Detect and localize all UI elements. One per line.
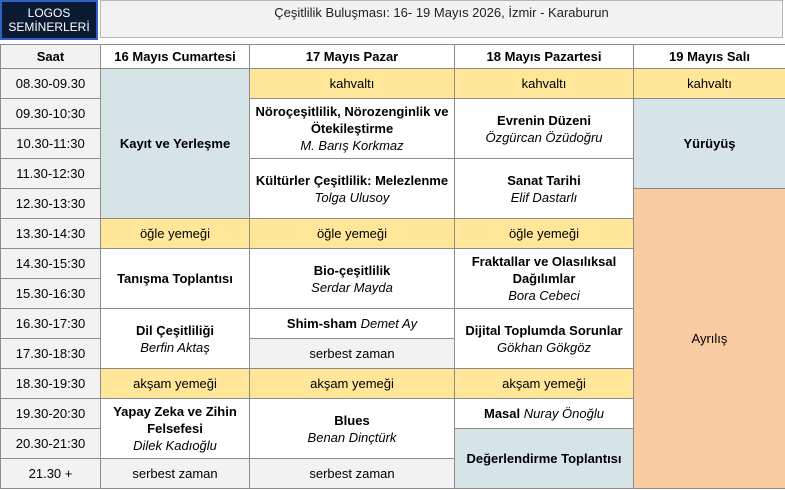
session-speaker: Gökhan Gökgöz [497,339,591,355]
session-noro[interactable] [250,99,455,159]
session-sanat[interactable] [455,159,634,219]
session-title: Fraktallar ve Olasılıksal Dağılımlar [471,254,617,286]
session-kayit[interactable] [101,69,250,219]
session-speaker: Berfin Aktaş [140,339,210,355]
time-cell[interactable]: 18.30-19:30 [1,369,101,399]
table-row [1,69,785,99]
session-title: Kültürler Çeşitlilik: Melezlenme [255,172,449,188]
session-kultur[interactable] [250,159,455,219]
logo-cell[interactable] [0,0,98,40]
session-speaker: Demet Ay [360,316,418,331]
session-speaker: Benan Dinçtürk [307,429,397,445]
time-cell[interactable]: 17.30-18:30 [1,339,101,369]
session-title: Tanışma Toplantısı [117,271,233,286]
header-row [1,45,785,69]
free-time[interactable]: serbest zaman [101,459,250,489]
session-degerlendirme[interactable] [455,429,634,489]
session-title: Yürüyüş [683,136,736,151]
time-cell[interactable]: 14.30-15:30 [1,249,101,279]
session-title: Bio-çeşitlilik [313,262,391,278]
meal-dinner[interactable]: akşam yemeği [101,369,250,399]
session-fraktal[interactable] [455,249,634,309]
header-day-3[interactable]: 18 Mayıs Pazartesi [455,45,634,69]
session-ayrilis[interactable] [634,189,785,489]
time-cell[interactable]: 13.30-14:30 [1,219,101,249]
logo-line2: SEMİNERLERİ [8,20,90,34]
session-title: Dil Çeşitliliği [135,322,214,338]
session-evren[interactable] [455,99,634,159]
time-cell[interactable]: 12.30-13:30 [1,189,101,219]
session-title: Evrenin Düzeni [497,112,591,128]
header-day-4[interactable]: 19 Mayıs Salı [634,45,785,69]
meal-lunch[interactable]: öğle yemeği [455,219,634,249]
session-speaker: Nuray Önoğlu [523,406,604,421]
meal-breakfast[interactable]: kahvaltı [455,69,634,99]
session-title: Shim-sham [286,316,357,331]
session-tanisma[interactable] [101,249,250,309]
meal-breakfast[interactable]: kahvaltı [634,69,785,99]
session-title: Değerlendirme Toplantısı [466,451,622,466]
time-cell[interactable]: 16.30-17:30 [1,309,101,339]
session-title: Dijital Toplumda Sorunlar [465,322,623,338]
time-cell[interactable]: 10.30-11:30 [1,129,101,159]
time-cell[interactable]: 15.30-16:30 [1,279,101,309]
session-speaker: Elif Dastarlı [510,189,578,205]
logo-line1: LOGOS [27,6,71,20]
time-cell[interactable]: 09.30-10:30 [1,99,101,129]
session-bio[interactable] [250,249,455,309]
schedule-title[interactable]: Çeşitlilik Buluşması: 16- 19 Mayıs 2026, İzmir - Karaburun [100,0,783,38]
session-shim[interactable] [250,309,455,339]
meal-dinner[interactable]: akşam yemeği [250,369,455,399]
meal-lunch[interactable]: öğle yemeği [250,219,455,249]
session-blues[interactable] [250,399,455,459]
time-cell[interactable]: 20.30-21:30 [1,429,101,459]
time-cell[interactable]: 08.30-09.30 [1,69,101,99]
free-time[interactable]: serbest zaman [250,459,455,489]
time-cell[interactable]: 19.30-20:30 [1,399,101,429]
session-dil[interactable] [101,309,250,369]
session-speaker: Tolga Ulusoy [314,189,390,205]
header-saat[interactable]: Saat [1,45,101,69]
session-title: Nöroçeşitlilik, Nörozenginlik ve Ötekileştirme [255,104,449,136]
session-title: Kayıt ve Yerleşme [119,136,231,151]
session-title: Ayrılış [691,331,728,346]
time-cell[interactable]: 11.30-12:30 [1,159,101,189]
session-title: Masal [484,406,521,421]
time-cell[interactable]: 21.30 + [1,459,101,489]
session-speaker: Bora Cebeci [508,288,580,303]
session-speaker: Dilek Kadıoğlu [133,438,217,453]
session-speaker: Özgürcan Özüdoğru [485,129,603,145]
session-speaker: Serdar Mayda [311,279,393,295]
header-day-1[interactable]: 16 Mayıs Cumartesi [101,45,250,69]
meal-lunch[interactable]: öğle yemeği [101,219,250,249]
session-yuruyus[interactable] [634,99,785,189]
free-time[interactable]: serbest zaman [250,339,455,369]
session-speaker: M. Barış Korkmaz [300,138,404,153]
meal-breakfast[interactable]: kahvaltı [250,69,455,99]
session-title: Sanat Tarihi [507,172,581,188]
session-dijital[interactable] [455,309,634,369]
session-masal[interactable] [455,399,634,429]
session-title: Yapay Zeka ve Zihin Felsefesi [113,404,237,436]
meal-dinner[interactable]: akşam yemeği [455,369,634,399]
schedule-table [0,44,785,489]
session-yapay[interactable] [101,399,250,459]
header-day-2[interactable]: 17 Mayıs Pazar [250,45,455,69]
session-title: Blues [334,412,370,428]
